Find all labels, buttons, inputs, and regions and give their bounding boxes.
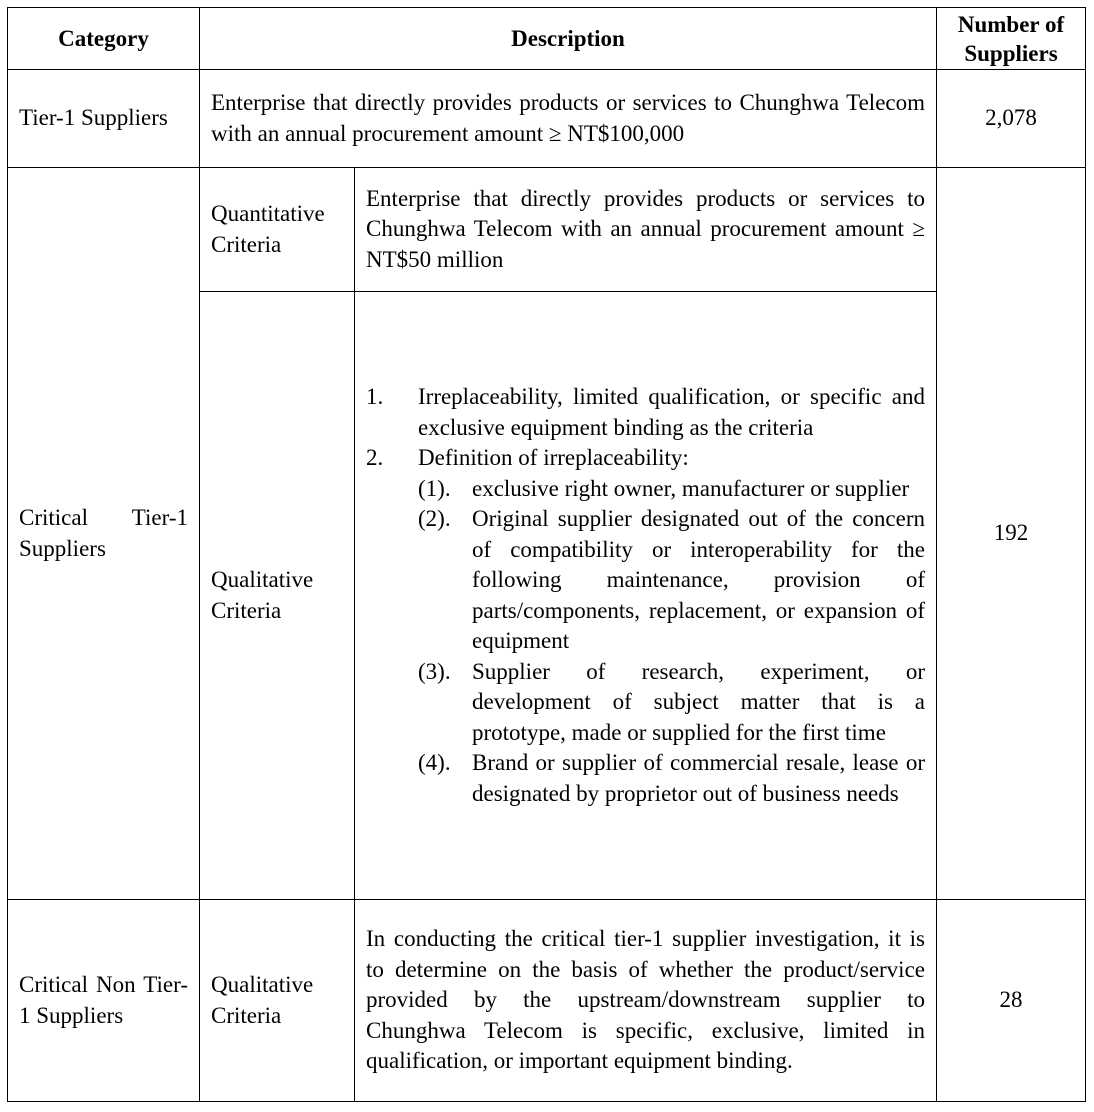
criteria-item: [366, 382, 925, 443]
sub-list-marker: (3).: [418, 658, 451, 684]
criteria-list: [366, 382, 925, 809]
tier1-description: Enterprise that directly provides products or services to Chunghwa Telecom with an annual procurement amount ≥ NT$100,000: [200, 70, 937, 168]
definition-item: [418, 504, 925, 657]
criteria-item: [366, 443, 925, 809]
definition-item: [418, 474, 925, 505]
critical-non-tier1-category: Critical Non Tier-1 Suppliers: [8, 900, 200, 1102]
tier1-category: Tier-1 Suppliers: [8, 70, 200, 168]
critical-tier1-number: 192: [937, 168, 1086, 900]
critical-non-tier1-description: In conducting the critical tier-1 supplier investigation, it is to determine on the basis of whether the product/service provided by the upstream/downstream supplier to Chunghwa Telecom is specific, exclusive, limited in qualification, or important equipment binding.: [355, 900, 937, 1102]
header-description: Description: [200, 8, 937, 70]
critical-non-tier1-criteria-label: Qualitative Criteria: [200, 900, 355, 1102]
criteria-item-text: Irreplaceability, limited qualification, or specific and exclusive equipment binding as the criteria: [418, 384, 925, 440]
header-category: Category: [8, 8, 200, 70]
quantitative-criteria-description: Enterprise that directly provides products or services to Chunghwa Telecom with an annual procurement amount ≥ NT$50 million: [355, 168, 937, 292]
qualitative-criteria-label: Qualitative Criteria: [200, 292, 355, 900]
header-number-of-suppliers: Number of Suppliers: [937, 8, 1086, 70]
sub-list-marker: (1).: [418, 475, 451, 501]
definition-item-text: Original supplier designated out of the concern of compatibility or interoperability for the following maintenance, provision of parts/components, replacement, or expansion of equipment: [472, 506, 925, 653]
tier1-row: [8, 70, 1086, 168]
critical-non-tier1-row: [8, 900, 1086, 1102]
list-marker: 1.: [366, 384, 384, 409]
quantitative-criteria-label: Quantitative Criteria: [200, 168, 355, 292]
header-row: [8, 8, 1086, 70]
definition-item-text: Supplier of research, experiment, or development of subject matter that is a prototype, made or supplied for the first time: [472, 658, 925, 745]
list-marker: 2.: [366, 445, 384, 470]
definition-item-text: exclusive right owner, manufacturer or supplier: [472, 475, 910, 501]
definition-item-text: Brand or supplier of commercial resale, lease or designated by proprietor out of business needs: [472, 750, 925, 806]
tier1-number: 2,078: [937, 70, 1086, 168]
qualitative-criteria-description: [355, 292, 937, 900]
definition-item: [418, 657, 925, 749]
supplier-category-table: [7, 7, 1086, 1102]
critical-tier1-category: Critical Tier-1 Suppliers: [8, 168, 200, 900]
critical-tier1-quantitative-row: [8, 168, 1086, 292]
critical-non-tier1-number: 28: [937, 900, 1086, 1102]
irreplaceability-definition-list: [418, 474, 925, 810]
sub-list-marker: (2).: [418, 506, 451, 531]
sub-list-marker: (4).: [418, 750, 451, 775]
definition-item: [418, 748, 925, 809]
criteria-item-text: Definition of irreplaceability:: [418, 445, 689, 470]
